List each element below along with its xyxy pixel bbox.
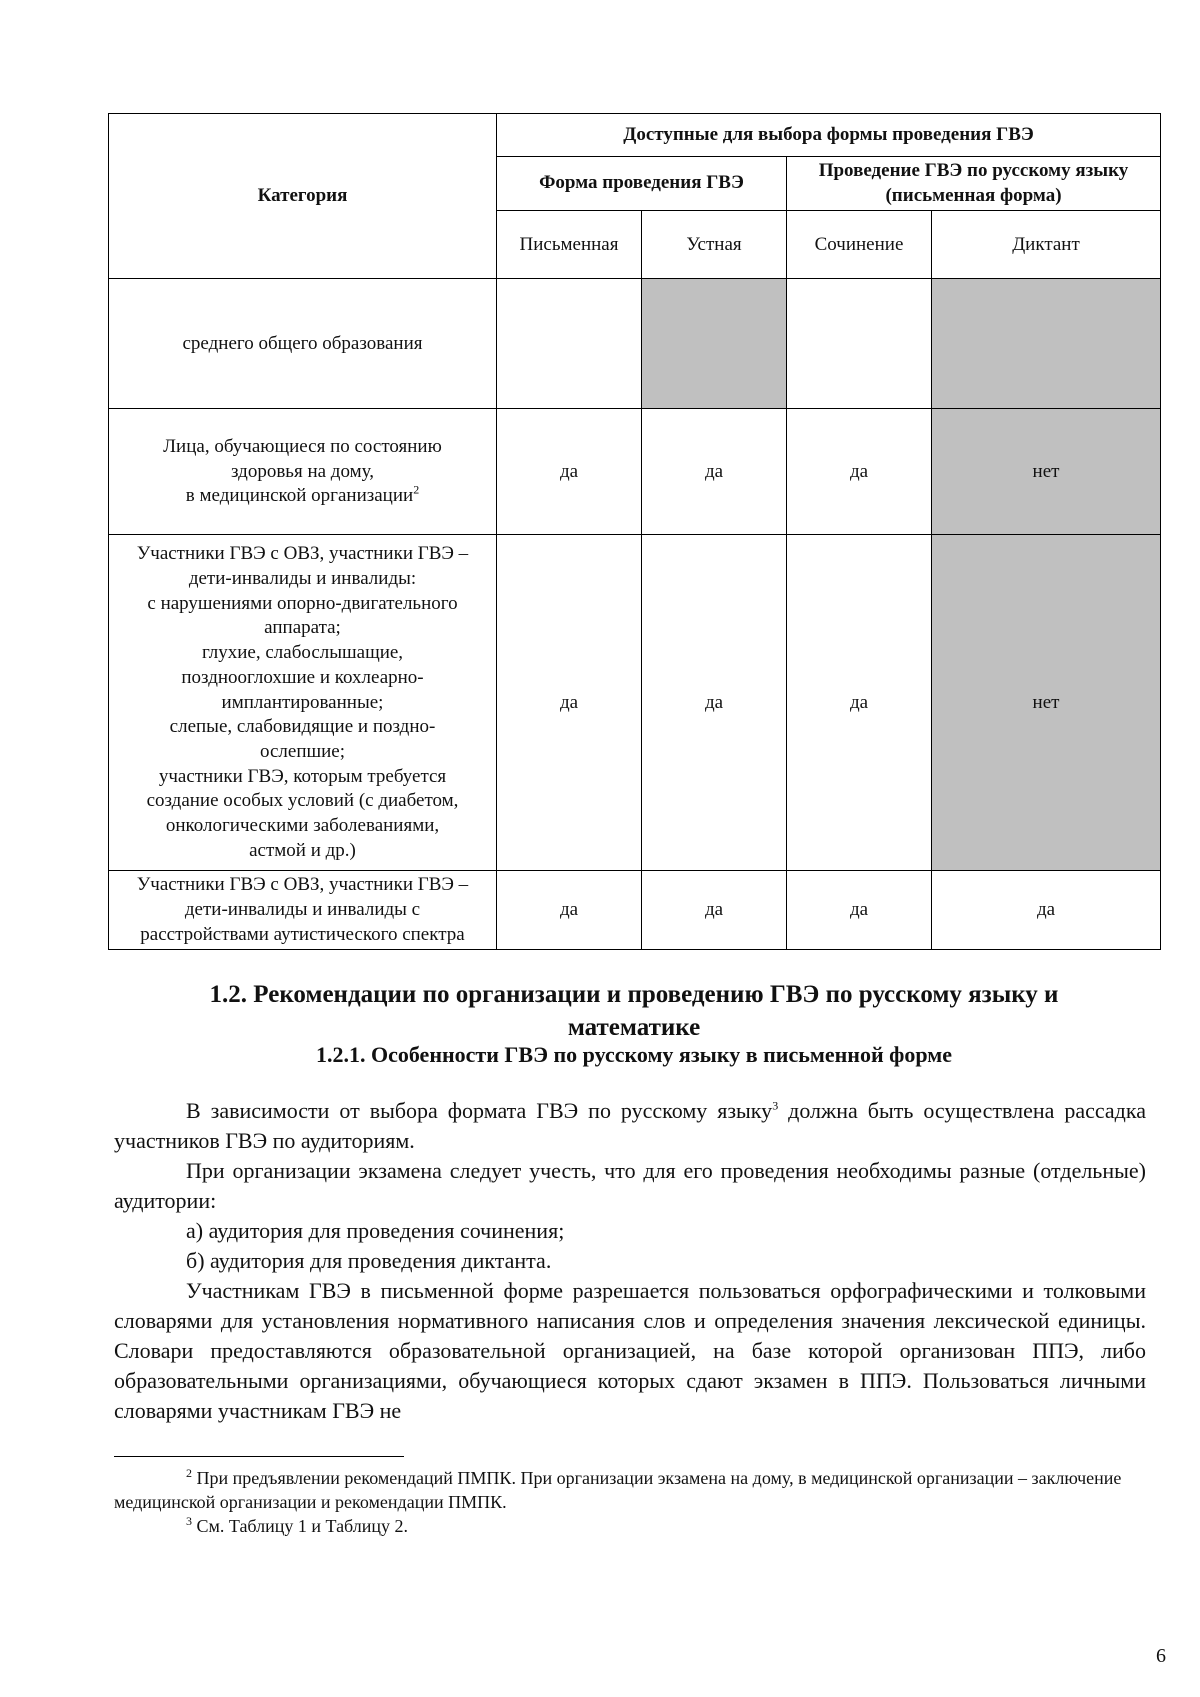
header-col-oral: Устная	[642, 211, 787, 279]
cell-dictation	[932, 279, 1161, 409]
table-row	[109, 279, 1161, 409]
paragraph: В зависимости от выбора формата ГВЭ по русскому языку$^3$ должна быть осуществлена рассадка участников ГВЭ по аудиториям.	[114, 1098, 1146, 1153]
page-number: 6	[1156, 1645, 1166, 1667]
footnote-ref: 3	[772, 1098, 779, 1113]
header-russian-group: Проведение ГВЭ по русскому языку (письменная форма)	[787, 157, 1161, 211]
row-category: Лица, обучающиеся по состоянию здоровья на дому, в медицинской организации$^2$	[109, 409, 497, 535]
section-heading: 1.2. Рекомендации по организации и проведению ГВЭ по русскому языку и математике	[209, 981, 1059, 1041]
paragraph: Участникам ГВЭ в письменной форме разрешается пользоваться орфографическими и толковыми словарями для установления нормативного написания слов и определения значения лексической единицы. Словари предоставляются образовательной организацией, на базе которой организован ППЭ, либо образовательными организациями, обучающиеся которых сдают экзамен в ППЭ. Пользоваться личными словарями участникам ГВЭ не	[114, 1278, 1146, 1423]
footnote: $^3$ См. Таблицу 1 и Таблицу 2.	[186, 1514, 409, 1536]
subsection-heading: 1.2.1. Особенности ГВЭ по русскому языку в письменной форме	[315, 1042, 953, 1067]
cell-dictation: нет	[932, 409, 1161, 535]
paragraph: При организации экзамена следует учесть, что для его проведения необходимы разные (отдельные) аудитории:	[114, 1158, 1146, 1213]
footnote-divider	[114, 1456, 404, 1457]
cell-dictation: нет	[932, 535, 1161, 871]
header-col-essay: Сочинение	[787, 211, 932, 279]
header-form-group: Форма проведения ГВЭ	[497, 157, 787, 211]
cell-oral: да	[642, 409, 787, 535]
table-row	[109, 409, 1161, 535]
footnotes	[114, 1466, 1146, 1538]
header-available-forms: Доступные для выбора формы проведения ГВЭ	[497, 114, 1161, 157]
list-item: а) аудитория для проведения сочинения;	[186, 1218, 565, 1243]
list-item: б) аудитория для проведения диктанта.	[186, 1248, 552, 1273]
row-category: Участники ГВЭ с ОВЗ, участники ГВЭ – дети-инвалиды и инвалиды с расстройствами аутистического спектра	[109, 871, 497, 950]
cell-written: да	[497, 535, 642, 871]
cell-essay	[787, 279, 932, 409]
footnote-ref: 2	[413, 482, 420, 497]
body-text	[114, 1096, 1146, 1426]
cell-written: да	[497, 409, 642, 535]
footnote: $^2$ При предъявлении рекомендаций ПМПК. При организации экзамена на дому, в медицинской организации – заключение медицинской организации и рекомендации ПМПК.	[114, 1466, 1122, 1512]
cell-dictation: да	[932, 871, 1161, 950]
header-category: Категория	[109, 114, 497, 279]
row-category: среднего общего образования	[109, 279, 497, 409]
table-row	[109, 871, 1161, 950]
forms-table	[108, 113, 1161, 950]
cell-essay: да	[787, 535, 932, 871]
cell-essay: да	[787, 871, 932, 950]
cell-oral: да	[642, 871, 787, 950]
row-category: Участники ГВЭ с ОВЗ, участники ГВЭ – дети-инвалиды и инвалиды: с нарушениями опорно-двигательного аппарата; глухие, слабослышащие, позднооглохшие и кохлеарно- имплантированные; слепые, слабовидящие и поздно- ослепшие; участники ГВЭ, которым требуется создание особых условий (с диабетом, онкологическими заболеваниями, астмой и др.)	[109, 535, 497, 871]
cell-written	[497, 279, 642, 409]
table-row	[109, 535, 1161, 871]
cell-written: да	[497, 871, 642, 950]
cell-oral: да	[642, 535, 787, 871]
cell-oral	[642, 279, 787, 409]
header-col-dictation: Диктант	[932, 211, 1161, 279]
header-col-written: Письменная	[497, 211, 642, 279]
cell-essay: да	[787, 409, 932, 535]
